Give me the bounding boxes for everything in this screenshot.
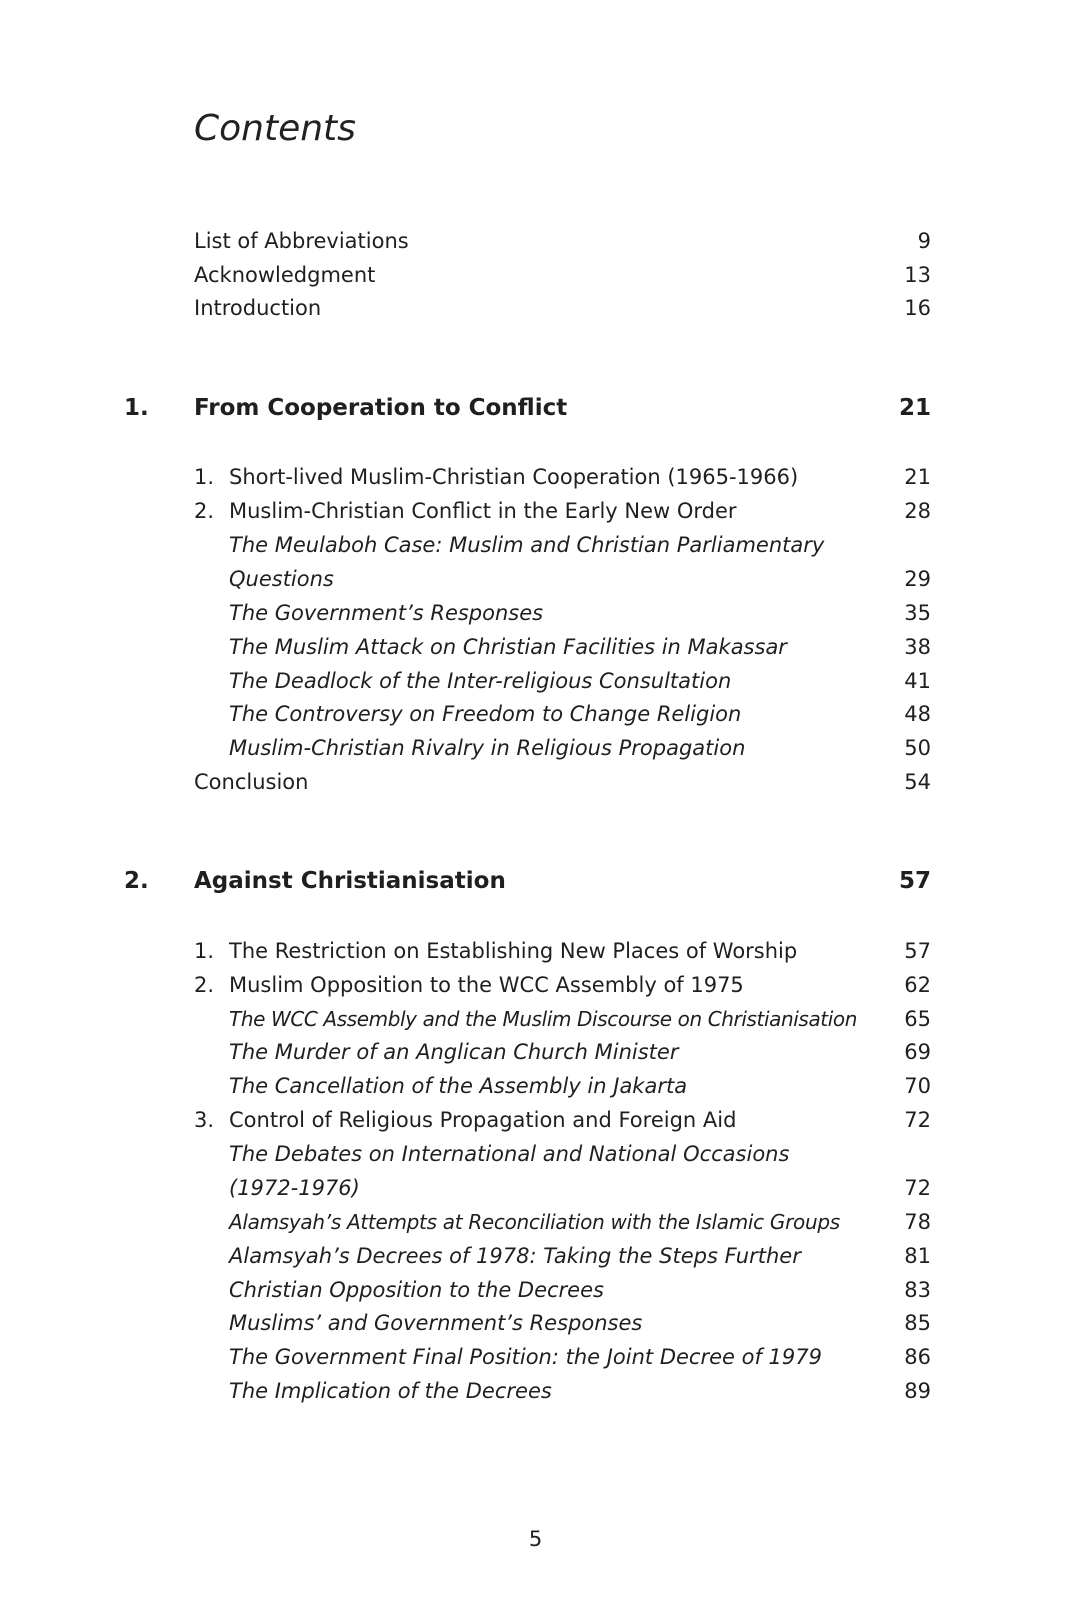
subsection-title: Alamsyah’s Attempts at Reconciliation with the Islamic Groups xyxy=(229,1210,840,1234)
subsection-title: The Murder of an Anglican Church Minister xyxy=(229,1040,679,1064)
subsection-title: Christian Opposition to the Decrees xyxy=(229,1278,604,1302)
section-page: 21 xyxy=(904,465,931,489)
subsection-page: 86 xyxy=(904,1345,931,1369)
toc-entry-title: Acknowledgment xyxy=(194,263,376,287)
toc-subsection xyxy=(194,1171,931,1205)
conclusion-page: 54 xyxy=(904,770,931,794)
page-number: 5 xyxy=(528,1527,543,1551)
subsection-page: 72 xyxy=(904,1176,931,1200)
section-title: Short-lived Muslim-Christian Cooperation (1965-1966) xyxy=(229,465,799,489)
subsection-title: The Government Final Position: the Joint Decree of 1979 xyxy=(229,1345,822,1369)
subsection-title: Muslims’ and Government’s Responses xyxy=(229,1311,643,1335)
subsection-page: 81 xyxy=(904,1244,931,1268)
subsection-title: The Controversy on Freedom to Change Religion xyxy=(229,702,742,726)
toc-section xyxy=(194,1103,931,1137)
section-page: 28 xyxy=(904,499,931,523)
toc-subsection xyxy=(194,1374,931,1408)
toc-subsection xyxy=(194,1273,931,1307)
subsection-page: 48 xyxy=(904,702,931,726)
chapter-page: 57 xyxy=(898,868,931,894)
subsection-title: The Deadlock of the Inter-religious Consultation xyxy=(229,669,732,693)
subsection-title: The Meulaboh Case: Muslim and Christian Parliamentary xyxy=(229,533,825,557)
section-title: Muslim-Christian Conflict in the Early New Order xyxy=(229,499,737,523)
section-number: 1. xyxy=(194,465,215,489)
subsection-title: Muslim-Christian Rivalry in Religious Propagation xyxy=(229,736,746,760)
toc-subsection xyxy=(194,1306,931,1340)
toc-subsection xyxy=(194,1137,931,1171)
toc-entry xyxy=(194,224,931,258)
subsection-page: 65 xyxy=(904,1007,931,1031)
subsection-page: 70 xyxy=(904,1074,931,1098)
chapter-title: Against Christianisation xyxy=(194,868,506,894)
section-number: 2. xyxy=(194,499,215,523)
section-number: 3. xyxy=(194,1108,215,1132)
subsection-page: 29 xyxy=(904,567,931,591)
subsection-page: 35 xyxy=(904,601,931,625)
subsection-title: The Muslim Attack on Christian Facilities in Makassar xyxy=(229,635,787,659)
section-number: 2. xyxy=(194,973,215,997)
toc-subsection xyxy=(194,697,931,731)
toc-subsection xyxy=(194,1205,931,1239)
toc-section xyxy=(194,968,931,1002)
chapter-number: 1. xyxy=(124,395,149,421)
subsection-title: Alamsyah’s Decrees of 1978: Taking the Steps Further xyxy=(229,1244,801,1268)
toc-subsection xyxy=(194,1239,931,1273)
toc-subsection xyxy=(194,1002,931,1036)
chapter-heading-2 xyxy=(124,863,931,899)
toc-section xyxy=(194,494,931,528)
toc-subsection xyxy=(194,731,931,765)
conclusion-title: Conclusion xyxy=(194,770,309,794)
toc-subsection xyxy=(194,596,931,630)
toc-entry-page: 13 xyxy=(904,263,931,287)
subsection-title: Questions xyxy=(229,567,334,591)
toc-conclusion xyxy=(194,765,931,799)
chapter-page: 21 xyxy=(898,395,931,421)
chapter-heading-1 xyxy=(124,390,931,426)
section-page: 62 xyxy=(904,973,931,997)
subsection-page: 69 xyxy=(904,1040,931,1064)
subsection-page: 78 xyxy=(904,1210,931,1234)
subsection-title: The Debates on International and National Occasions xyxy=(229,1142,790,1166)
toc-subsection xyxy=(194,562,931,596)
subsection-title: The WCC Assembly and the Muslim Discourse on Christianisation xyxy=(229,1007,858,1031)
section-title: Muslim Opposition to the WCC Assembly of 1975 xyxy=(229,973,744,997)
subsection-page: 41 xyxy=(904,669,931,693)
subsection-title: (1972-1976) xyxy=(229,1176,360,1200)
subsection-title: The Cancellation of the Assembly in Jakarta xyxy=(229,1074,688,1098)
toc-entry xyxy=(194,291,931,325)
subsection-page: 89 xyxy=(904,1379,931,1403)
section-title: The Restriction on Establishing New Places of Worship xyxy=(229,939,798,963)
subsection-title: The Government’s Responses xyxy=(229,601,544,625)
toc-entry-title: Introduction xyxy=(194,296,322,320)
chapter-title: From Cooperation to Conflict xyxy=(194,395,568,421)
subsection-page: 85 xyxy=(904,1311,931,1335)
subsection-page: 83 xyxy=(904,1278,931,1302)
toc-subsection xyxy=(194,1069,931,1103)
toc-entry-page: 9 xyxy=(917,229,931,253)
section-page: 57 xyxy=(904,939,931,963)
section-title: Control of Religious Propagation and Foreign Aid xyxy=(229,1108,737,1132)
section-number: 1. xyxy=(194,939,215,963)
toc-entry xyxy=(194,258,931,292)
section-page: 72 xyxy=(904,1108,931,1132)
toc-subsection xyxy=(194,1340,931,1374)
toc-entry-title: List of Abbreviations xyxy=(194,229,409,253)
toc-section xyxy=(194,460,931,494)
subsection-title: The Implication of the Decrees xyxy=(229,1379,552,1403)
toc-subsection xyxy=(194,1035,931,1069)
toc-subsection xyxy=(194,664,931,698)
subsection-page: 50 xyxy=(904,736,931,760)
toc-section xyxy=(194,934,931,968)
subsection-page: 38 xyxy=(904,635,931,659)
toc-entry-page: 16 xyxy=(904,296,931,320)
toc-subsection xyxy=(194,528,931,562)
chapter-number: 2. xyxy=(124,868,149,894)
toc-subsection xyxy=(194,630,931,664)
page-title: Contents xyxy=(194,108,356,149)
